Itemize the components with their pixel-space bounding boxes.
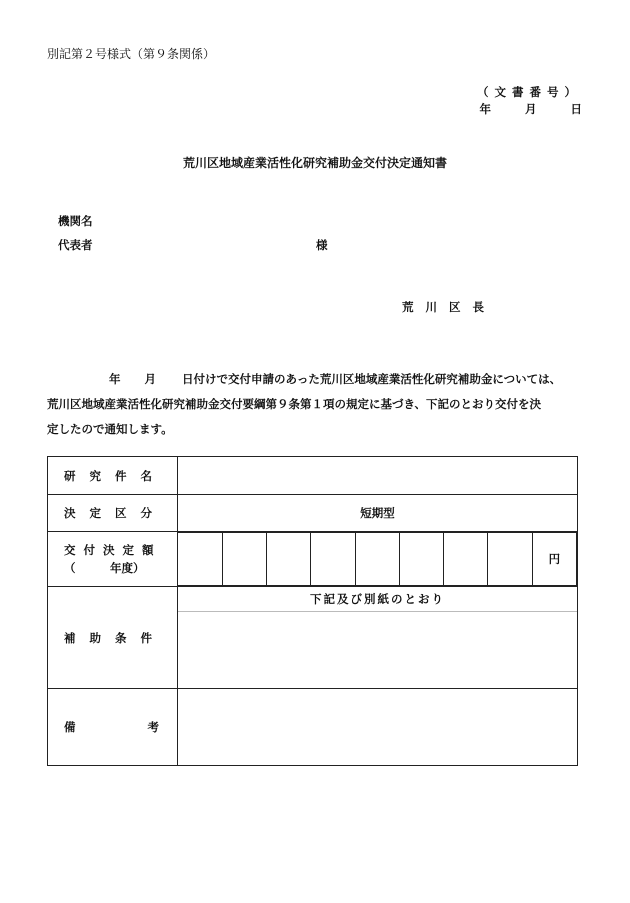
- issuer-name: 荒川区長: [402, 300, 496, 314]
- grant-details-table: [47, 456, 578, 766]
- amount-label: [48, 532, 178, 587]
- document-title: 荒川区地域産業活性化研究補助金交付決定通知書: [182, 156, 447, 170]
- notice-body: [47, 367, 587, 442]
- decision-type-label: 決定区分: [48, 495, 178, 532]
- amount-digit-cell[interactable]: [311, 533, 355, 586]
- honorific: 様: [316, 238, 328, 252]
- body-month: 月: [144, 372, 156, 386]
- conditions-field: [178, 587, 578, 689]
- remarks-label-2: 考: [147, 720, 159, 734]
- amount-digit-cell[interactable]: [488, 533, 532, 586]
- amount-digit-grid: [178, 532, 577, 586]
- amount-unit: 円: [532, 533, 576, 586]
- amount-digit-cell[interactable]: [399, 533, 443, 586]
- amount-label-line2: （ 年度）: [64, 561, 145, 575]
- amount-digit-cell[interactable]: [222, 533, 266, 586]
- body-year: 年: [109, 372, 121, 386]
- conditions-row: [48, 587, 578, 689]
- amount-row: [48, 532, 578, 587]
- amount-digit-cell[interactable]: [267, 533, 311, 586]
- remarks-label: [48, 689, 178, 766]
- amount-digit-cell[interactable]: [178, 533, 222, 586]
- body-line-3: 定したので通知します。: [47, 422, 173, 436]
- remarks-row: [48, 689, 578, 766]
- conditions-value: 下記及び別紙のとおり: [178, 587, 577, 612]
- date-month: 月: [524, 102, 537, 116]
- date-year: 年: [479, 102, 491, 116]
- research-name-field[interactable]: [178, 457, 578, 495]
- decision-type-value: 短期型: [178, 495, 578, 532]
- recipient-rep-label: 代表者: [58, 238, 93, 252]
- body-line-1-text: 日付けで交付申請のあった荒川区地域産業活性化研究補助金については、: [182, 372, 562, 386]
- research-name-label: 研究件名: [48, 457, 178, 495]
- remarks-field[interactable]: [178, 689, 578, 766]
- body-line-2: 荒川区地域産業活性化研究補助金交付要綱第９条第１項の規定に基づき、下記のとおり交付を決: [47, 397, 542, 411]
- amount-digit-cell[interactable]: [444, 533, 488, 586]
- recipient-org-label: 機関名: [58, 214, 93, 228]
- remarks-label-1: 備: [64, 720, 76, 734]
- research-name-row: [48, 457, 578, 495]
- body-line-1: [47, 367, 587, 392]
- form-label: 別記第２号様式（第９条関係）: [47, 47, 216, 61]
- amount-field: [178, 532, 578, 587]
- amount-label-line1: 交付決定額: [64, 543, 162, 557]
- conditions-label: 補助条件: [48, 587, 178, 689]
- decision-type-row: [48, 495, 578, 532]
- amount-digit-cell[interactable]: [355, 533, 399, 586]
- document-number: （文書番号）: [477, 85, 582, 99]
- issue-date: [479, 101, 582, 117]
- date-day: 日: [570, 102, 582, 116]
